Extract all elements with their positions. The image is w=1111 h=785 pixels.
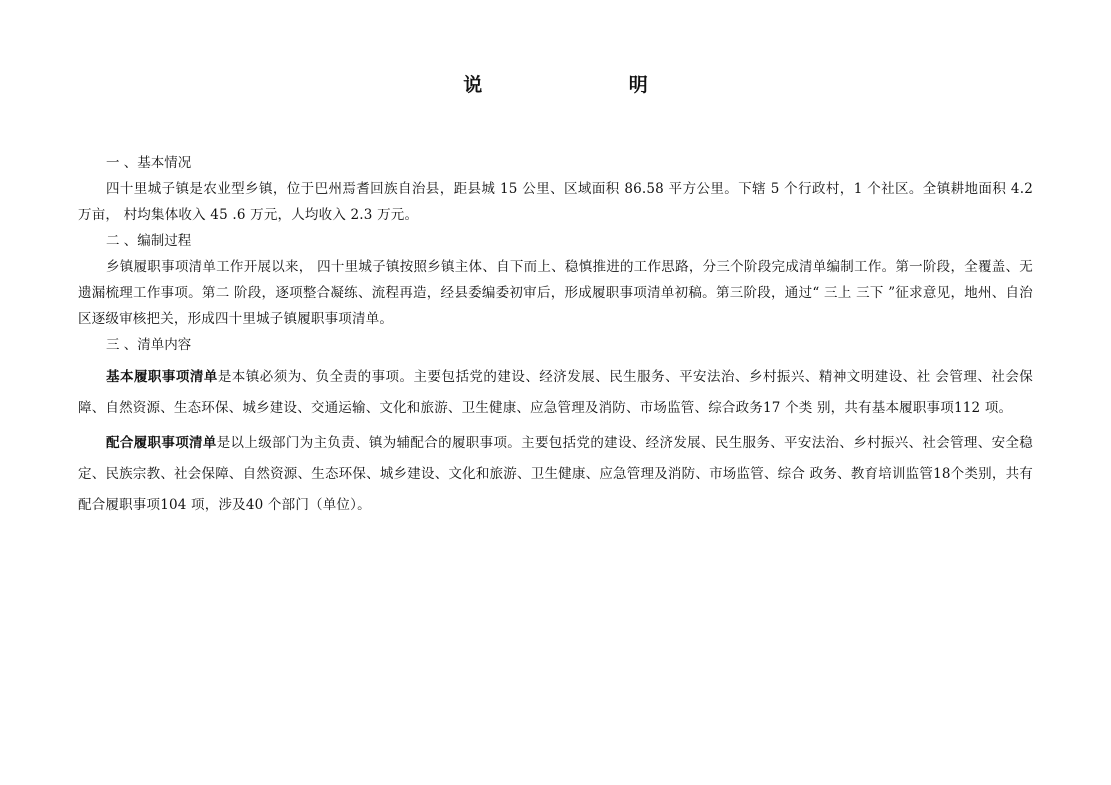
section-paragraph-compilation-process: 乡镇履职事项清单工作开展以来， 四十里城子镇按照乡镇主体、自下而上、稳慎推进的工作思路，分三个阶段完成清单编制工作。第一阶段，全覆盖、无遗漏梳理工作事项。第二 阶段，逐项整合凝练、流程再造，经县委编委初审后，形成履职事项清单初稿。第三阶段，通过“ 三上 三下 ”征求意见，地州、自治区逐级审核把关，形成四十里城子镇履职事项清单。 — [78, 259, 1033, 327]
basic-duty-list-lead: 基本履职事项清单 — [106, 369, 218, 385]
cooperative-duty-list-text: 是以上级部门为主负责、镇为辅配合的履职事项。主要包括党的建设、经济发展、民生服务、平安法治、乡村振兴、社会管理、安全稳定、民族宗教、社会保障、自然资源、生态环保、城乡建设、文化和旅游、卫生健康、应急管理及消防、市场监管、综合 政务、教育培训监管18个类别，共有配合履职事项104 项，涉及40 个部门（单位）。 — [78, 435, 1033, 513]
page-title: 说 明 — [463, 74, 718, 96]
section-heading-compilation-process: 二 、编制过程 — [106, 233, 192, 249]
cooperative-duty-list-lead: 配合履职事项清单 — [106, 435, 217, 451]
section-heading-list-content: 三 、清单内容 — [106, 337, 192, 353]
basic-duty-list-text: 是本镇必须为、负全责的事项。主要包括党的建设、经济发展、民生服务、平安法治、乡村振兴、精神文明建设、社 会管理、社会保障、自然资源、生态环保、城乡建设、交通运输、文化和旅游、卫生健康、应急管理及消防、市场监管、综合政务17 个类 别，共有基本履职事项112 项。 — [78, 369, 1033, 416]
cooperative-duty-list-paragraph — [78, 428, 1033, 521]
section-heading-basic-info: 一 、基本情况 — [106, 155, 192, 171]
basic-duty-list-paragraph — [78, 362, 1033, 424]
section-paragraph-basic-info: 四十里城子镇是农业型乡镇，位于巴州焉耆回族自治县，距县城 15 公里、区域面积 86.58 平方公里。下辖 5 个行政村，1 个社区。全镇耕地面积 4.2 万亩， 村均集体收入 45 .6 万元，人均收入 2.3 万元。 — [78, 181, 1033, 223]
document-body — [78, 150, 1033, 521]
